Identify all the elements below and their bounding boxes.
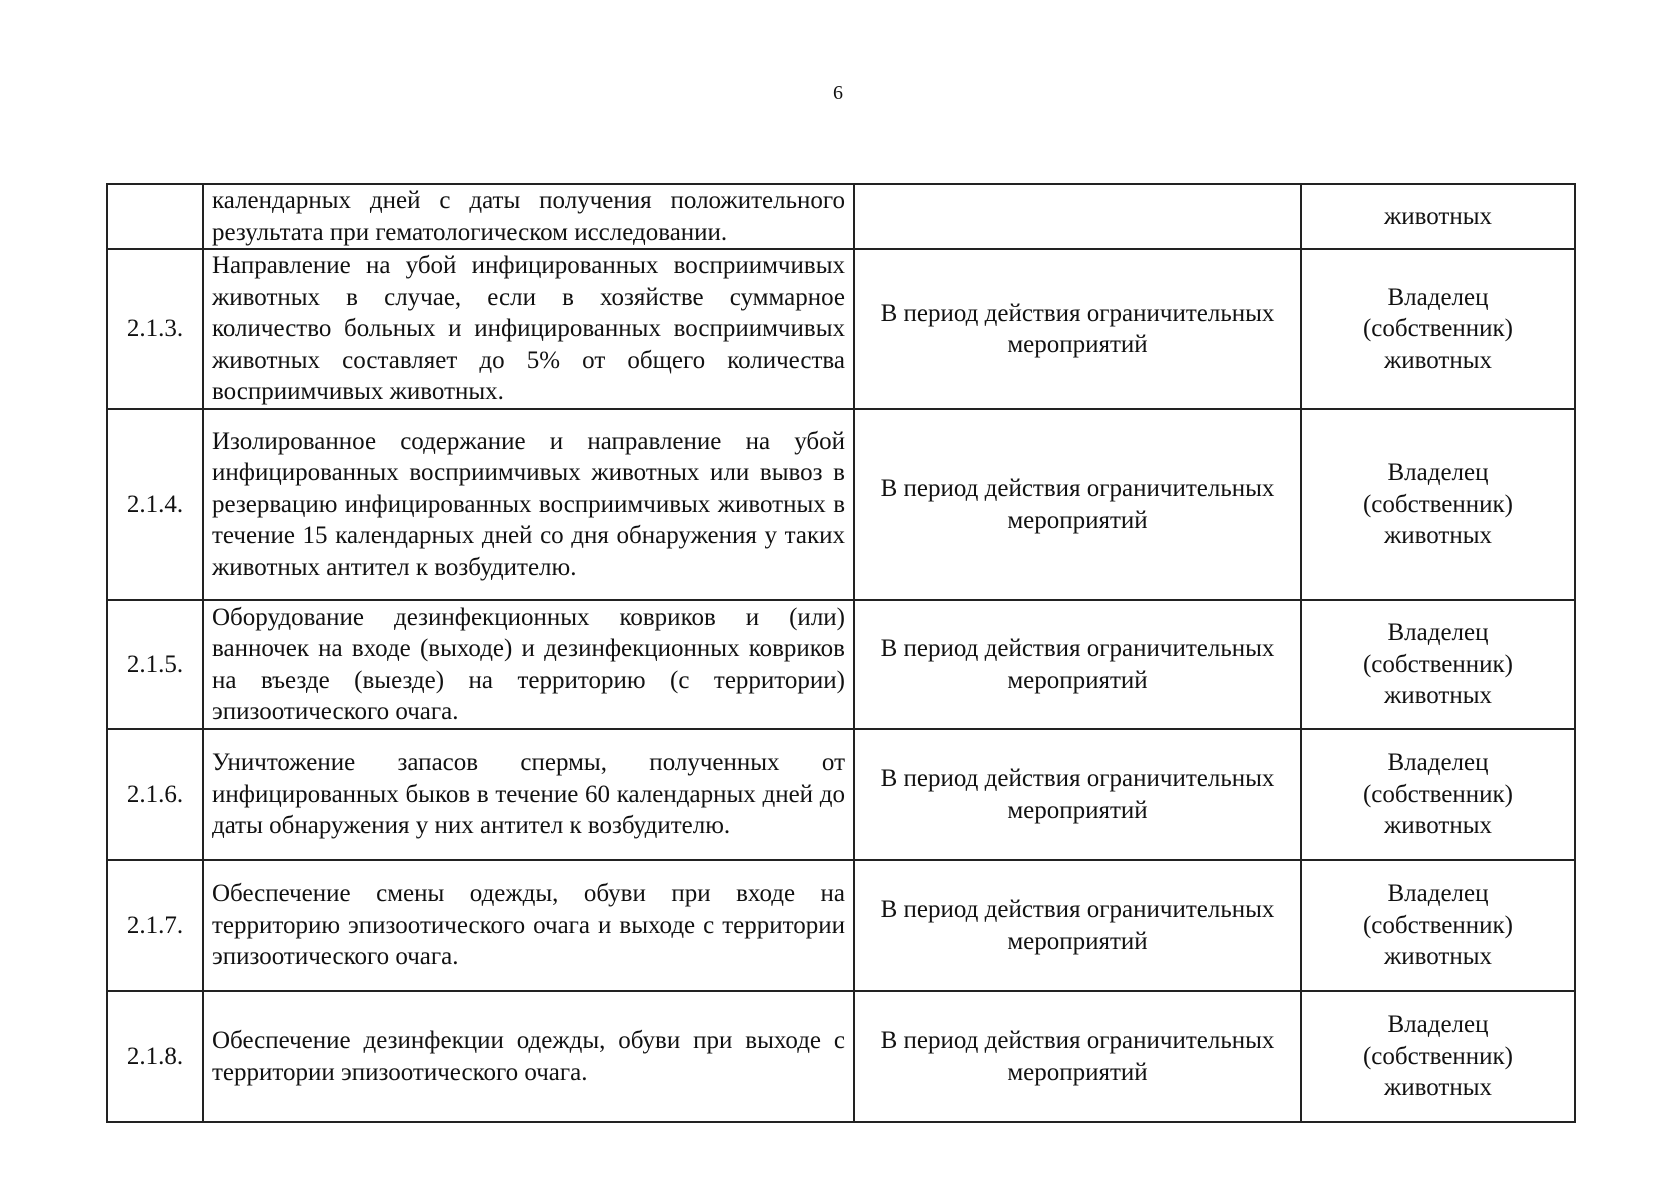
row-responsible: животных xyxy=(1301,184,1575,249)
row-period: В период действия ограничительных мероприятий xyxy=(854,991,1301,1122)
row-description: Обеспечение дезинфекции одежды, обуви при выходе с территории эпизоотического очага. xyxy=(203,991,854,1122)
row-number: 2.1.3. xyxy=(107,249,203,409)
row-responsible: Владелец (собственник) животных xyxy=(1301,409,1575,600)
row-period xyxy=(854,184,1301,249)
row-number: 2.1.6. xyxy=(107,729,203,860)
row-description: Обеспечение смены одежды, обуви при входе на территорию эпизоотического очага и выходе с территории эпизоотического очага. xyxy=(203,860,854,991)
row-number: 2.1.5. xyxy=(107,600,203,729)
row-responsible: Владелец (собственник) животных xyxy=(1301,729,1575,860)
row-period: В период действия ограничительных мероприятий xyxy=(854,409,1301,600)
table-row-continuation xyxy=(107,184,1575,249)
table-row xyxy=(107,249,1575,409)
row-responsible: Владелец (собственник) животных xyxy=(1301,600,1575,729)
row-period: В период действия ограничительных мероприятий xyxy=(854,600,1301,729)
row-responsible: Владелец (собственник) животных xyxy=(1301,860,1575,991)
table-row xyxy=(107,729,1575,860)
row-description: Уничтожение запасов спермы, полученных от инфицированных быков в течение 60 календарных дней до даты обнаружения у них антител к возбудителю. xyxy=(203,729,854,860)
row-description: Изолированное содержание и направление на убой инфицированных восприимчивых животных или вывоз в резервацию инфицированных восприимчивых животных в течение 15 календарных дней со дня обнаружения у таких животных антител к возбудителю. xyxy=(203,409,854,600)
row-period: В период действия ограничительных мероприятий xyxy=(854,729,1301,860)
row-description: календарных дней с даты получения положительного результата при гематологическом исследовании. xyxy=(203,184,854,249)
page-number: 6 xyxy=(833,82,843,104)
row-period: В период действия ограничительных мероприятий xyxy=(854,860,1301,991)
table-row xyxy=(107,860,1575,991)
row-description: Оборудование дезинфекционных ковриков и (или) ванночек на входе (выходе) и дезинфекционных ковриков на въезде (выезде) на территорию (с территории) эпизоотического очага. xyxy=(203,600,854,729)
measures-table xyxy=(106,183,1576,1123)
table-row xyxy=(107,409,1575,600)
row-description: Направление на убой инфицированных восприимчивых животных в случае, если в хозяйстве суммарное количество больных и инфицированных восприимчивых животных составляет до 5% от общего количества восприимчивых животных. xyxy=(203,249,854,409)
row-number: 2.1.8. xyxy=(107,991,203,1122)
row-number: 2.1.7. xyxy=(107,860,203,991)
row-responsible: Владелец (собственник) животных xyxy=(1301,249,1575,409)
row-number xyxy=(107,184,203,249)
row-number: 2.1.4. xyxy=(107,409,203,600)
row-period: В период действия ограничительных мероприятий xyxy=(854,249,1301,409)
table-row xyxy=(107,600,1575,729)
row-responsible: Владелец (собственник) животных xyxy=(1301,991,1575,1122)
table-row xyxy=(107,991,1575,1122)
